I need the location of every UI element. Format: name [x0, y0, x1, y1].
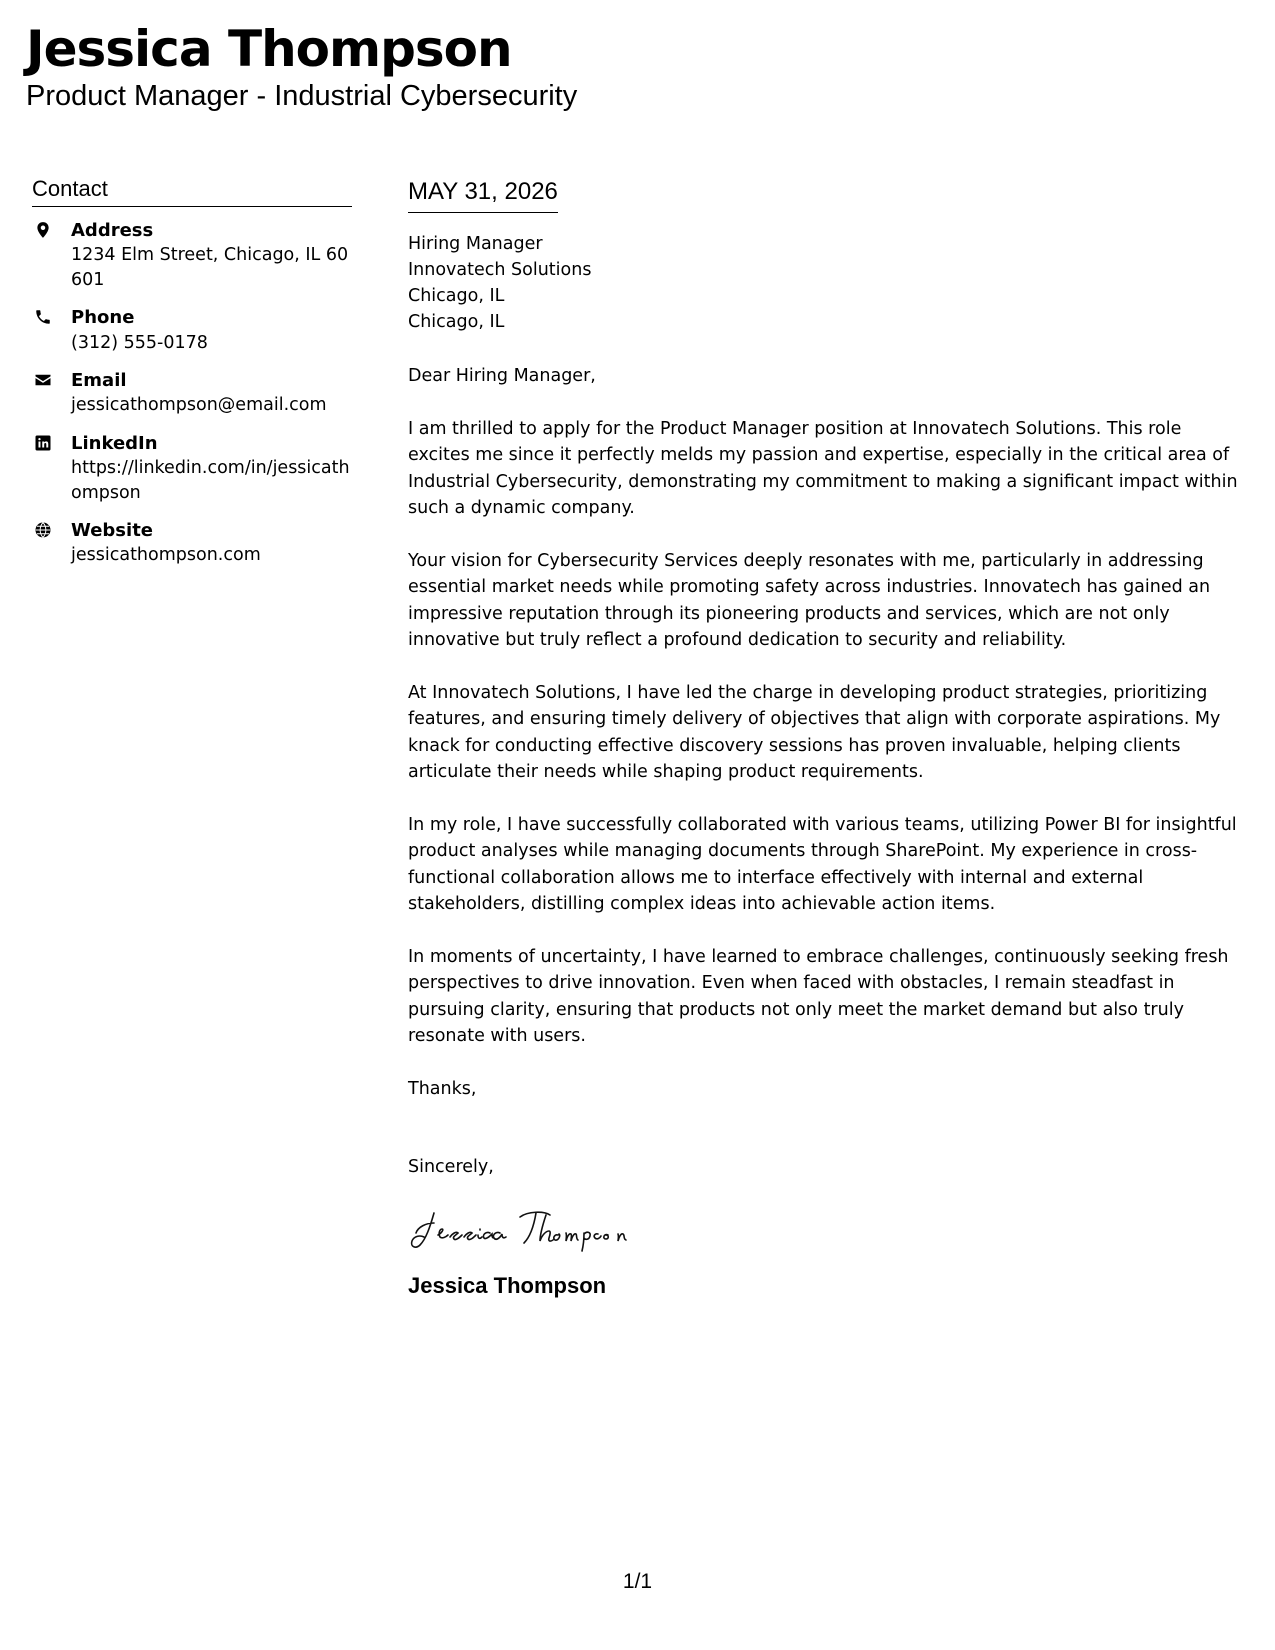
contact-linkedin: [32, 432, 352, 505]
body-paragraph: At Innovatech Solutions, I have led the charge in developing product strategies, prioritizing features, and ensuring timely delivery of objectives that align with corporate aspirations. My knack for conducting effective discovery sessions has proven invaluable, helping clients articulate their needs while shaping product requirements.: [408, 682, 1221, 782]
contact-sidebar: [32, 176, 352, 582]
phone-value: (312) 555-0178: [71, 332, 208, 353]
job-title: Product Manager - Industrial Cybersecurity: [26, 80, 578, 112]
email-value: jessicathompson@email.com: [71, 395, 327, 416]
header: [26, 22, 577, 114]
recipient-line: Chicago, IL: [408, 286, 505, 306]
globe-icon: [34, 521, 52, 539]
contact-label: Phone: [71, 307, 135, 329]
linkedin-icon: [34, 434, 52, 452]
body-paragraph: I am thrilled to apply for the Product Manager position at Innovatech Solutions. This role excites me since it perfectly melds my passion and expertise, especially in the critical area of Industrial Cybersecurity, demonstrating my commitment to making a significant impact within such a dynamic company.: [408, 418, 1238, 518]
signoff-name: Jessica Thompson: [408, 1272, 607, 1298]
contact-label: Website: [71, 520, 154, 542]
applicant-name: Jessica Thompson: [26, 20, 512, 78]
address-value: 1234 Elm Street, Chicago, IL 60601: [71, 245, 349, 290]
contact-label: LinkedIn: [71, 432, 158, 454]
salutation: Dear Hiring Manager,: [408, 366, 596, 386]
recipient-line: Hiring Manager: [408, 234, 543, 254]
letter-date: MAY 31, 2026: [408, 178, 558, 213]
contact-label: Address: [71, 220, 154, 241]
phone-icon: [34, 308, 52, 326]
map-pin-icon: [34, 221, 52, 239]
contact-phone: [32, 306, 352, 355]
body-paragraph: In my role, I have successfully collaborated with various teams, utilizing Power BI for insightful product analyses while managing documents through SharePoint. My experience in cross-functional collaboration allows me to interface effectively with internal and external stakeholders, distilling complex ideas into achievable action items.: [408, 814, 1237, 914]
recipient-block: [408, 231, 1248, 335]
letter-body: [408, 178, 1248, 1299]
contact-email: [32, 369, 352, 418]
closing-line: Sincerely,: [408, 1157, 494, 1177]
contact-label: Email: [71, 370, 127, 392]
contact-website: [32, 519, 352, 568]
contact-heading: Contact: [32, 176, 352, 207]
thanks-line: Thanks,: [408, 1078, 477, 1099]
envelope-icon: [34, 371, 52, 389]
body-paragraph: Your vision for Cybersecurity Services deeply resonates with me, particularly in addressing essential market needs while promoting safety across industries. Innovatech has gained an impressive reputation through its pioneering products and services, which are not only innovative but truly reflect a profound dedication to security and reliability.: [408, 550, 1211, 650]
recipient-line: Chicago, IL: [408, 312, 505, 332]
body-paragraph: In moments of uncertainty, I have learned to embrace challenges, continuously seeking fresh perspectives to drive innovation. Even when faced with obstacles, I remain steadfast in pursuing clarity, ensuring that products not only meet the market demand but also truly resonate with users.: [408, 946, 1229, 1046]
website-value: jessicathompson.com: [71, 545, 261, 566]
contact-address: [32, 219, 352, 292]
signature: [408, 1203, 670, 1255]
linkedin-value: https://linkedin.com/in/jessicathompson: [71, 458, 350, 503]
page-number: 1/1: [622, 1570, 653, 1593]
recipient-line: Innovatech Solutions: [408, 260, 592, 280]
